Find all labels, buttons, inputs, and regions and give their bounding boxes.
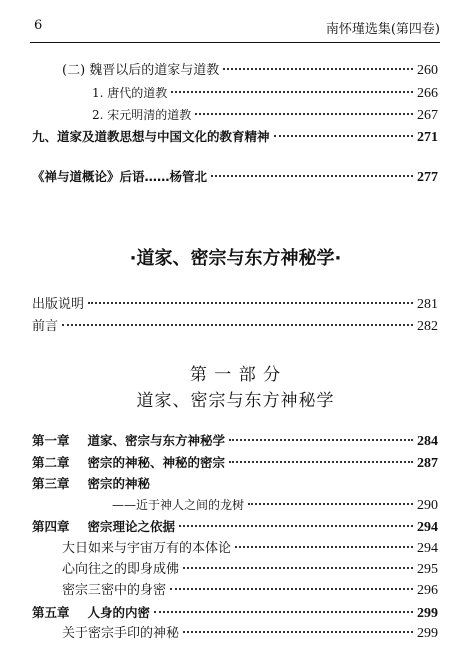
toc-entry-page: 266 (417, 86, 438, 101)
toc-entry-page: 296 (417, 583, 438, 598)
chapter-number: 第四章 (32, 519, 70, 534)
toc-entry[interactable] (92, 84, 438, 103)
leader-dots (62, 324, 413, 326)
toc-entry[interactable] (62, 561, 438, 579)
toc-chapter[interactable] (32, 454, 438, 473)
toc-entry-page: 294 (417, 520, 438, 535)
toc-entry-label: 大日如来与宇宙万有的本体论 (62, 541, 232, 556)
toc-entry-page: 295 (417, 562, 438, 577)
toc-entry-label: (二) 魏晋以后的道家与道教 (62, 63, 220, 78)
leader-dots (183, 631, 413, 633)
leader-dots (171, 91, 413, 93)
leader-dots (195, 113, 413, 115)
leader-dots (88, 302, 413, 304)
toc-entry[interactable] (62, 625, 438, 643)
toc-entry-label: 2. 宋元明清的道教 (92, 108, 192, 122)
toc-entry-label: 出版说明 (32, 297, 85, 312)
toc-entry[interactable] (32, 168, 438, 187)
chapter-number: 第三章 (32, 476, 70, 491)
leader-dots (179, 525, 413, 527)
toc-entry-label: 1. 唐代的道教 (92, 86, 168, 100)
leader-dots (223, 68, 413, 70)
toc-entry-page: 284 (417, 434, 438, 449)
toc-entry-label: ——近于神人之间的龙树 (112, 498, 245, 512)
chapter-number: 第五章 (32, 605, 70, 620)
toc-entry-label: 密宗三密中的身密 (62, 583, 167, 598)
toc-entry-label: 前言 (32, 319, 59, 334)
toc-entry[interactable] (112, 496, 438, 515)
toc-entry-label: 关于密宗手印的神秘 (62, 626, 180, 641)
running-header (30, 18, 440, 38)
part-heading: 第 一 部 分 (189, 365, 282, 385)
toc-entry-page: 290 (417, 498, 438, 513)
chapter-title: 道家、密宗与东方神秘学 (87, 433, 226, 448)
toc-entry-page: 299 (417, 626, 438, 641)
book-title: 南怀瑾选集(第四卷) (325, 22, 440, 37)
toc-entry-label: 《禅与道概论》后语……杨管北 (32, 169, 208, 184)
toc-entry-page: 287 (417, 456, 438, 471)
toc-entry-page: 281 (417, 297, 438, 312)
leader-dots (211, 175, 413, 177)
leader-dots (274, 135, 413, 137)
toc-chapter[interactable] (32, 432, 438, 451)
toc-entry-page: 282 (417, 319, 438, 334)
toc-entry[interactable] (32, 128, 438, 147)
toc-entry-page: 260 (417, 63, 438, 78)
part-title: 道家、密宗与东方神秘学 (136, 391, 335, 411)
toc-entry-label: 九、道家及道教思想与中国文化的教育精神 (32, 129, 270, 144)
header-rule (30, 42, 440, 43)
toc-chapter[interactable] (32, 475, 438, 493)
toc-entry[interactable] (32, 318, 438, 336)
toc-entry-page: 271 (417, 130, 438, 145)
chapter-number: 第一章 (32, 433, 70, 448)
leader-dots (229, 461, 413, 463)
chapter-number: 第二章 (32, 455, 70, 470)
leader-dots (170, 588, 413, 590)
leader-dots (183, 567, 413, 569)
chapter-title: 密宗的神秘 (87, 476, 151, 491)
leader-dots (248, 503, 413, 505)
toc-entry-label: 心向往之的即身成佛 (62, 562, 180, 577)
toc-entry[interactable] (62, 62, 438, 80)
toc-chapter[interactable] (32, 518, 438, 537)
page-number: 6 (34, 18, 43, 33)
toc-chapter[interactable] (32, 604, 438, 623)
section-title: ·道家、密宗与东方神秘学· (129, 248, 342, 269)
leader-dots (229, 439, 413, 441)
toc-entry-page: 277 (417, 170, 438, 185)
toc-entry-page: 299 (417, 606, 438, 621)
toc-entry-page: 294 (417, 541, 438, 556)
toc-entry[interactable] (62, 582, 438, 600)
toc-entry[interactable] (62, 540, 438, 558)
toc-entry[interactable] (92, 106, 438, 125)
toc-entry[interactable] (32, 296, 438, 314)
leader-dots (235, 546, 413, 548)
toc-entry-page: 267 (417, 108, 438, 123)
chapter-title: 密宗的神秘、神秘的密宗 (87, 455, 226, 470)
leader-dots (154, 611, 413, 613)
chapter-title: 人身的内密 (87, 605, 151, 620)
chapter-title: 密宗理论之依据 (87, 519, 176, 534)
